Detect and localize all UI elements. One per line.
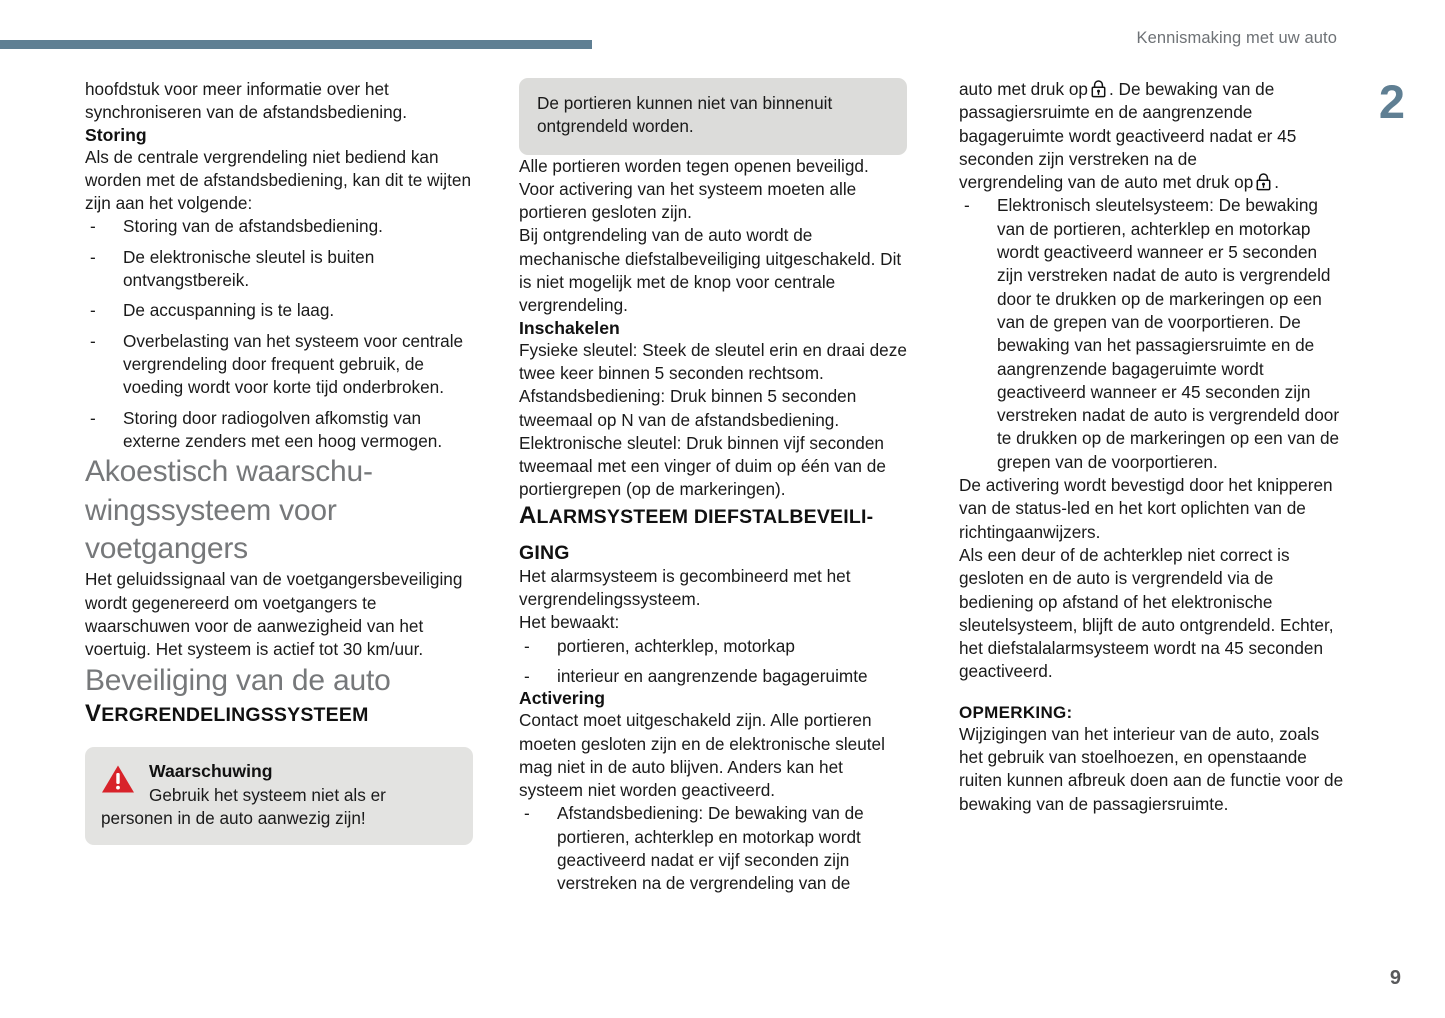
activering-paragraph: Contact moet uitgeschakeld zijn. Alle portieren moeten gesloten zijn en de elektronische sleutel mag niet in de auto blijven. Anders kan het systeem niet worden geactiveerd. bbox=[519, 710, 885, 801]
alarm-bullet-list bbox=[519, 635, 907, 689]
right-continued-paragraph bbox=[959, 78, 1347, 171]
alarm-system-subhead-line2: GING bbox=[519, 541, 570, 564]
alarm-system-subhead-initial: A bbox=[519, 501, 537, 529]
storing-paragraph: Als de centrale vergrendeling niet bediend kan worden met de afstandsbediening, kan dit te wijten zijn aan het volgende: bbox=[85, 146, 472, 214]
inschakelen-paragraph-1: Fysieke sleutel: Steek de sleutel erin en draai deze twee keer binnen 5 seconden rechtsom. bbox=[519, 339, 907, 383]
list-item: - Elektronisch sleutelsysteem: De bewaking van de portieren, achterklep en motorkap wordt geactiveerd wanneer er 5 seconden zijn verstreken nadat de auto is vergrendeld door te drukken op de markeringen op een van de grepen van de voorportieren. De bewaking van het passagiersruimte en de aangrenzende bagageruimte wordt geactiveerd wanneer er 45 seconden zijn verstreken nadat de auto is vergrendeld door te drukken op de markeringen op een van de grepen van de voorportieren. bbox=[959, 194, 1347, 474]
right-continued-part-4: . bbox=[1274, 172, 1280, 193]
inschakelen-heading: Inschakelen bbox=[519, 317, 620, 338]
acoustic-warning-heading: Akoestisch waarschuwingssysteem voor voetgangers bbox=[85, 455, 373, 565]
chapter-number: 2 bbox=[1378, 75, 1405, 128]
list-item: - De accuspanning is te laag. bbox=[85, 299, 473, 322]
alarm-system-subhead bbox=[519, 502, 907, 530]
warning-text-line2: personen in de auto aanwezig zijn! bbox=[101, 808, 366, 829]
intro-paragraph: hoofdstuk voor meer informatie over het synchroniseren van de afstandsbediening. bbox=[85, 79, 408, 123]
page-header bbox=[0, 29, 1445, 62]
grey-callout: De portieren kunnen niet van binnenuit ontgrendeld worden. bbox=[519, 78, 907, 155]
right-deur-paragraph: Als een deur of de achterklep niet correct is gesloten en de auto is vergrendeld via de bediening op afstand of het elektronische sleutelsysteem, blijft de auto ontgrendeld. Echter, het diefstalalarmsysteem wordt na 45 seconden geactiveerd. bbox=[959, 544, 1334, 682]
mid-paragraph-1: Alle portieren worden tegen openen beveiligd. Voor activering van het systeem moeten alle portieren gesloten zijn. bbox=[519, 155, 869, 223]
list-item: - portieren, achterklep, motorkap bbox=[519, 635, 907, 658]
activering-heading: Activering bbox=[519, 688, 606, 709]
list-item: - Overbelasting van het systeem voor centrale vergrendeling door frequent gebruik, de voeding wordt voor korte tijd onderbroken. bbox=[85, 330, 473, 400]
right-continued-part-1: auto met druk op bbox=[959, 79, 1088, 99]
storing-heading: Storing bbox=[85, 124, 147, 145]
running-head: Kennismaking met uw auto bbox=[1136, 29, 1337, 47]
alarm-paragraph-2: Het bewaakt: bbox=[519, 612, 620, 633]
right-continued-part-2: . De bewaking van de passagiersruimte en de aangrenzende bagageruimte wordt geactiveerd nadat er 45 seconden zijn verstreken na de bbox=[959, 79, 1297, 169]
right-column bbox=[959, 78, 1347, 896]
opmerking-text: Wijzigingen van het interieur van de auto, zoals het gebruik van stoelhoezen, en openstaande ruiten kunnen afbreuk doen aan de functie voor de bewaking van de passagiersruimte. bbox=[959, 723, 1344, 814]
page-number: 9 bbox=[1389, 967, 1401, 989]
alarm-paragraph-1: Het alarmsysteem is gecombineerd met het vergrendelingssysteem. bbox=[519, 565, 851, 610]
right-bullet-list bbox=[959, 194, 1347, 474]
mid-paragraph-2: Bij ontgrendeling van de auto wordt de mechanische diefstalbeveiliging uitgeschakeld. Dit is niet mogelijk met de knop voor centrale vergrendeling. bbox=[519, 225, 902, 316]
locking-system-subhead-rest: ERGRENDELINGSSYSTEEM bbox=[101, 703, 369, 726]
right-continued-paragraph-2 bbox=[959, 171, 1347, 194]
middle-column bbox=[519, 78, 907, 896]
list-item: - interieur en aangrenzende bagageruimte bbox=[519, 665, 907, 688]
locking-system-subhead-initial: V bbox=[85, 699, 102, 727]
list-item: - Afstandsbediening: De bewaking van de portieren, achterklep en motorkap wordt geactiveerd nadat er vijf seconden zijn verstreken na de vergrendeling van de bbox=[519, 802, 907, 895]
alarm-system-subhead-rest: LARMSYSTEEM DIEFSTALBEVEILI- bbox=[536, 505, 874, 528]
three-column-layout bbox=[85, 78, 1344, 896]
opmerking-label: OPMERKING: bbox=[959, 702, 1073, 722]
left-column bbox=[85, 78, 473, 896]
storing-bullet-list bbox=[85, 215, 473, 453]
locking-system-subhead bbox=[85, 700, 473, 728]
inschakelen-paragraph-3: Elektronische sleutel: Druk binnen vijf seconden tweemaal met een vinger of duim op één van de portiergrepen (op de markeringen). bbox=[519, 432, 886, 500]
warning-box bbox=[85, 747, 473, 845]
warning-triangle-icon bbox=[101, 764, 135, 794]
vehicle-security-heading: Beveiliging van de auto bbox=[85, 663, 391, 697]
activering-bullet-list bbox=[519, 802, 907, 895]
list-item: - Storing door radiogolven afkomstig van externe zenders met een hoog vermogen. bbox=[85, 407, 473, 454]
inschakelen-paragraph-2: Afstandsbediening: Druk binnen 5 seconden tweemaal op N van de afstandsbediening. bbox=[519, 386, 857, 430]
right-activering-paragraph: De activering wordt bevestigd door het knipperen van de status-led en het kort oplichten van de richtingaanwijzers. bbox=[959, 475, 1333, 542]
header-rule bbox=[0, 40, 592, 49]
warning-title: Waarschuwing bbox=[149, 760, 273, 781]
list-item: - De elektronische sleutel is buiten ontvangstbereik. bbox=[85, 246, 473, 293]
list-item: - Storing van de afstandsbediening. bbox=[85, 215, 473, 238]
right-continued-part-3: vergrendeling van de auto met druk op bbox=[959, 172, 1254, 193]
warning-text-line1: Gebruik het systeem niet als er bbox=[149, 784, 386, 805]
padlock-locked-icon bbox=[1090, 79, 1107, 99]
padlock-locked-icon bbox=[1255, 172, 1272, 192]
acoustic-paragraph: Het geluidssignaal van de voetgangersbeveiliging wordt gegenereerd om voetgangers te waarschuwen voor de aanwezigheid van het voertuig. Het systeem is actief tot 30 km/uur. bbox=[85, 569, 463, 660]
